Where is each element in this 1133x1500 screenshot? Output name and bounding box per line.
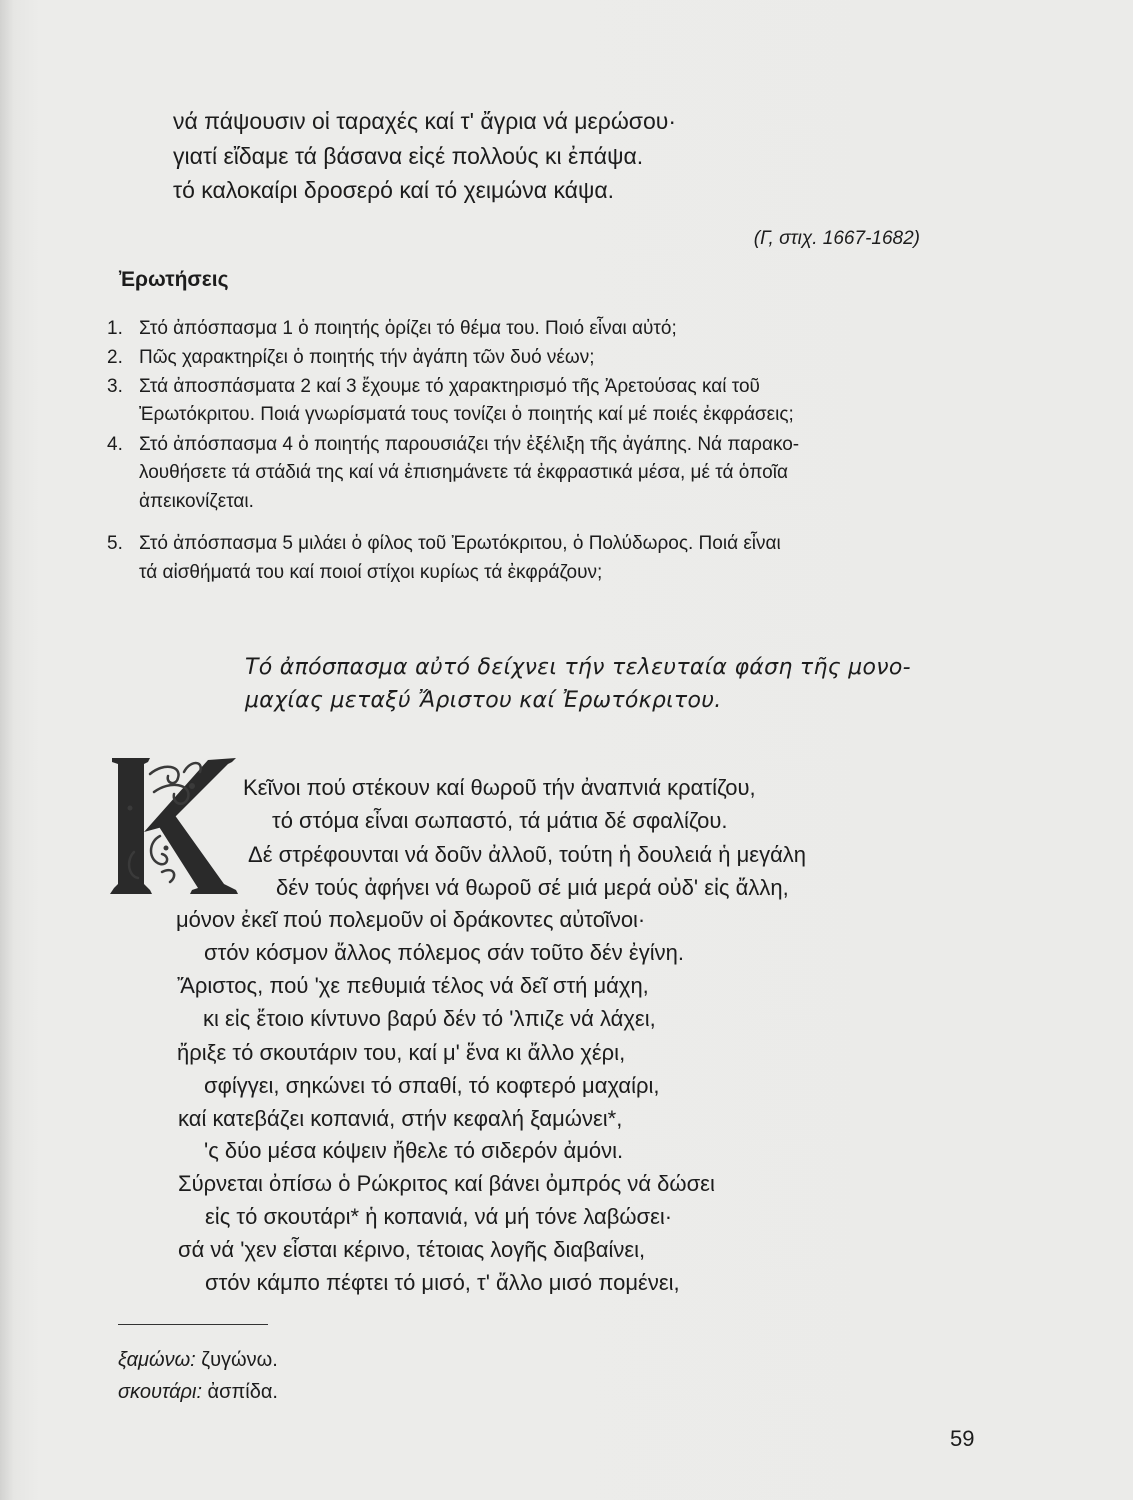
question-text: λουθήσετε τά στάδιά της καί νά ἐπισημάνετε τά ἐκφραστικά μέσα, μέ τά ὁποῖα xyxy=(139,462,788,483)
footnote-term: σκουτάρι: xyxy=(118,1381,202,1403)
poem-line-11: καί κατεβάζει κοπανιά, στήν κεφαλή ξαμώνει*, xyxy=(178,1106,623,1131)
question-text: Πῶς χαρακτηρίζει ὁ ποιητής τήν ἀγάπη τῶν δυό νέων; xyxy=(139,347,595,368)
question-text: Στό ἀπόσπασμα 5 μιλάει ὁ φίλος τοῦ Ἐρωτόκριτου, ὁ Πολύδωρος. Ποιά εἶναι xyxy=(139,533,781,554)
intro-line-1: Τό ἀπόσπασμα αὐτό δείχνει τήν τελευταία φάση τῆς μονο- xyxy=(245,655,911,680)
poem-line-3: Δέ στρέφουνται νά δοῦν ἀλλοῦ, τούτη ἡ δουλειά ἡ μεγάλη xyxy=(248,842,807,867)
poem-line-5: μόνον ἐκεῖ πού πολεμοῦν οἱ δράκοντες αὐτοῖνοι· xyxy=(176,907,646,932)
poem-line-2: τό στόμα εἶναι σωπαστό, τά μάτια δέ σφαλίζου. xyxy=(272,808,728,833)
poem-line-14: εἰς τό σκουτάρι* ἡ κοπανιά, νά μή τόνε λαβώσει· xyxy=(205,1204,673,1229)
question-number: 3. xyxy=(107,376,123,397)
footnote-definition: ζυγώνω. xyxy=(195,1349,278,1371)
footnote-term: ξαμώνω: xyxy=(118,1349,196,1371)
poem-line-6: στόν κόσμον ἄλλος πόλεμος σάν τοῦτο δέν ἐγίνη. xyxy=(204,940,684,965)
question-number: 5. xyxy=(107,533,123,554)
top-verse-3: τό καλοκαίρι δροσερό καί τό χειμώνα κάψα. xyxy=(173,177,615,203)
poem-line-4: δέν τούς ἀφήνει νά θωροῦ σέ μιά μερά οὐδ' εἰς ἄλλη, xyxy=(276,875,789,900)
footnote-1 xyxy=(118,1349,278,1372)
dropcap-ornament xyxy=(104,752,244,898)
question-text: Στό ἀπόσπασμα 1 ὁ ποιητής ὁρίζει τό θέμα του. Ποιό εἶναι αὐτό; xyxy=(139,318,677,339)
question-text: τά αἰσθήματά του καί ποιοί στίχοι κυρίως τά ἐκφράζουν; xyxy=(139,562,603,583)
poem-line-15: σά νά 'χεν εἶσται κέρινο, τέτοιας λογῆς διαβαίνει, xyxy=(178,1237,646,1262)
footnote-separator xyxy=(118,1324,268,1325)
poem-line-10: σφίγγει, σηκώνει τό σπαθί, τό κοφτερό μαχαίρι, xyxy=(204,1073,660,1098)
intro-line-2: μαχίας μεταξύ Ἄριστου καί Ἐρωτόκριτου. xyxy=(245,688,722,713)
question-text: Στό ἀπόσπασμα 4 ὁ ποιητής παρουσιάζει τήν ἐξέλιξη τῆς ἀγάπης. Νά παρακο- xyxy=(139,434,800,455)
footnote-2 xyxy=(118,1381,278,1404)
top-verse-1: νά πάψουσιν οἱ ταραχές καί τ' ἄγρια νά μερώσου· xyxy=(173,108,677,134)
poem-line-12: 'ς δύο μέσα κόψειν ἤθελε τό σιδερόν ἀμόνι. xyxy=(204,1138,624,1163)
footnote-definition: ἀσπίδα. xyxy=(202,1381,278,1403)
poem-line-16: στόν κάμπο πέφτει τό μισό, τ' ἄλλο μισό πομένει, xyxy=(205,1270,680,1295)
poem-line-13: Σύρνεται ὀπίσω ὁ Ρώκριτος καί βάνει ὀμπρός νά δώσει xyxy=(178,1171,715,1196)
poem-line-9: ἤριξε τό σκουτάριν του, καί μ' ἕνα κι ἄλλο χέρι, xyxy=(177,1040,626,1065)
question-text: Στά ἀποσπάσματα 2 καί 3 ἔχουμε τό χαρακτηρισμό τῆς Ἀρετούσας καί τοῦ xyxy=(139,376,760,397)
poem-line-7: Ἄριστος, πού 'χε πεθυμιά τέλος νά δεῖ στή μάχη, xyxy=(177,973,649,998)
poem-line-1: Κεῖνοι πού στέκουν καί θωροῦ τήν ἀναπνιά κρατίζου, xyxy=(243,775,756,800)
question-number: 2. xyxy=(107,347,123,368)
page-number: 59 xyxy=(950,1426,975,1451)
questions-heading: Ἐρωτήσεις xyxy=(119,268,229,291)
question-text: ἀπεικονίζεται. xyxy=(139,491,254,512)
question-number: 1. xyxy=(107,318,123,339)
verse-citation: (Γ, στιχ. 1667-1682) xyxy=(753,228,920,249)
top-verse-2: γιατί εἴδαμε τά βάσανα εἰςέ πολλούς κι ἐπάψα. xyxy=(173,143,644,169)
poem-line-8: κι εἰς ἔτοιο κίντυνο βαρύ δέν τό 'λπιζε νά λάχει, xyxy=(203,1006,656,1031)
question-text: Ἐρωτόκριτου. Ποιά γνωρίσματά τους τονίζει ὁ ποιητής καί μέ ποιές ἐκφράσεις; xyxy=(139,404,794,425)
question-number: 4. xyxy=(107,434,123,455)
